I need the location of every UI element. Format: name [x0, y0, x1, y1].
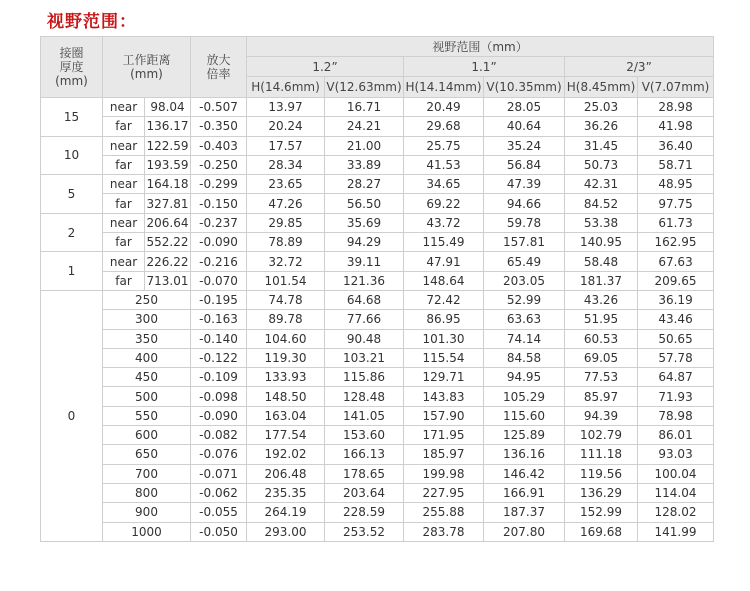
fov-value-cell: 50.73	[565, 155, 638, 174]
spacer-thickness-cell: 2	[41, 213, 103, 252]
fov-value-cell: 63.63	[484, 310, 565, 329]
fov-value-cell: 128.48	[325, 387, 404, 406]
working-distance-cell: 700	[103, 464, 191, 483]
magnification-cell: -0.216	[191, 252, 247, 271]
fov-value-cell: 35.24	[484, 136, 565, 155]
fov-value-cell: 119.56	[565, 464, 638, 483]
magnification-cell: -0.098	[191, 387, 247, 406]
fov-value-cell: 28.27	[325, 175, 404, 194]
fov-value-cell: 74.14	[484, 329, 565, 348]
working-distance-cell: 122.59	[145, 136, 191, 155]
fov-value-cell: 141.99	[638, 522, 714, 541]
fov-value-cell: 39.11	[325, 252, 404, 271]
fov-value-cell: 94.66	[484, 194, 565, 213]
magnification-cell: -0.090	[191, 406, 247, 425]
table-body	[41, 98, 714, 542]
fov-value-cell: 60.53	[565, 329, 638, 348]
sensor-header-1-2: 1.2”	[247, 57, 404, 77]
fov-value-cell: 100.04	[638, 464, 714, 483]
table-row	[41, 136, 714, 155]
fov-value-cell: 228.59	[325, 503, 404, 522]
fov-value-cell: 199.98	[404, 464, 484, 483]
table-row	[41, 213, 714, 232]
table-row	[41, 98, 714, 117]
fov-value-cell: 166.13	[325, 445, 404, 464]
table-row	[41, 329, 714, 348]
fov-value-cell: 253.52	[325, 522, 404, 541]
table-row	[41, 175, 714, 194]
magnification-cell: -0.237	[191, 213, 247, 232]
fov-value-cell: 89.78	[247, 310, 325, 329]
magnification-cell: -0.076	[191, 445, 247, 464]
magnification-cell: -0.350	[191, 117, 247, 136]
magnification-cell: -0.070	[191, 271, 247, 290]
fov-value-cell: 36.19	[638, 290, 714, 309]
fov-value-cell: 51.95	[565, 310, 638, 329]
near-far-label: near	[103, 175, 145, 194]
magnification-cell: -0.140	[191, 329, 247, 348]
axis-header: V(10.35mm)	[484, 77, 565, 98]
magnification-cell: -0.299	[191, 175, 247, 194]
fov-value-cell: 20.24	[247, 117, 325, 136]
magnification-header: 放大 倍率	[191, 37, 247, 98]
fov-value-cell: 13.97	[247, 98, 325, 117]
fov-value-cell: 84.52	[565, 194, 638, 213]
fov-value-cell: 25.75	[404, 136, 484, 155]
fov-value-cell: 187.37	[484, 503, 565, 522]
fov-value-cell: 47.91	[404, 252, 484, 271]
fov-value-cell: 102.79	[565, 426, 638, 445]
working-distance-cell: 450	[103, 368, 191, 387]
fov-value-cell: 48.95	[638, 175, 714, 194]
fov-value-cell: 43.46	[638, 310, 714, 329]
table-row	[41, 503, 714, 522]
magnification-cell: -0.062	[191, 483, 247, 502]
fov-value-cell: 111.18	[565, 445, 638, 464]
magnification-cell: -0.507	[191, 98, 247, 117]
fov-value-cell: 78.89	[247, 233, 325, 252]
fov-value-cell: 141.05	[325, 406, 404, 425]
spacer-thickness-cell: 0	[41, 290, 103, 541]
fov-value-cell: 23.65	[247, 175, 325, 194]
near-far-label: far	[103, 233, 145, 252]
fov-value-cell: 58.48	[565, 252, 638, 271]
working-distance-cell: 600	[103, 426, 191, 445]
fov-value-cell: 94.95	[484, 368, 565, 387]
fov-value-cell: 206.48	[247, 464, 325, 483]
fov-value-cell: 72.42	[404, 290, 484, 309]
fov-value-cell: 29.68	[404, 117, 484, 136]
fov-value-cell: 16.71	[325, 98, 404, 117]
fov-value-cell: 255.88	[404, 503, 484, 522]
working-distance-cell: 136.17	[145, 117, 191, 136]
working-distance-cell: 250	[103, 290, 191, 309]
fov-value-cell: 101.30	[404, 329, 484, 348]
fov-value-cell: 93.03	[638, 445, 714, 464]
fov-value-cell: 146.42	[484, 464, 565, 483]
fov-value-cell: 114.04	[638, 483, 714, 502]
table-row	[41, 252, 714, 271]
fov-value-cell: 69.22	[404, 194, 484, 213]
fov-value-cell: 128.02	[638, 503, 714, 522]
fov-value-cell: 24.21	[325, 117, 404, 136]
fov-value-cell: 47.39	[484, 175, 565, 194]
fov-value-cell: 227.95	[404, 483, 484, 502]
fov-value-cell: 17.57	[247, 136, 325, 155]
magnification-cell: -0.163	[191, 310, 247, 329]
table-row	[41, 310, 714, 329]
fov-value-cell: 152.99	[565, 503, 638, 522]
fov-value-cell: 283.78	[404, 522, 484, 541]
fov-value-cell: 43.26	[565, 290, 638, 309]
fov-value-cell: 41.53	[404, 155, 484, 174]
near-far-label: far	[103, 194, 145, 213]
fov-value-cell: 35.69	[325, 213, 404, 232]
fov-value-cell: 50.65	[638, 329, 714, 348]
working-distance-cell: 193.59	[145, 155, 191, 174]
working-distance-cell: 164.18	[145, 175, 191, 194]
working-distance-cell: 800	[103, 483, 191, 502]
working-distance-cell: 327.81	[145, 194, 191, 213]
working-distance-cell: 552.22	[145, 233, 191, 252]
fov-value-cell: 104.60	[247, 329, 325, 348]
field-of-view-header: 视野范围（mm）	[247, 37, 714, 57]
fov-value-cell: 129.71	[404, 368, 484, 387]
fov-value-cell: 125.89	[484, 426, 565, 445]
axis-header: H(14.14mm)	[404, 77, 484, 98]
sensor-header-1-1: 1.1”	[404, 57, 565, 77]
fov-value-cell: 162.95	[638, 233, 714, 252]
magnification-cell: -0.090	[191, 233, 247, 252]
fov-value-cell: 77.53	[565, 368, 638, 387]
fov-value-cell: 86.95	[404, 310, 484, 329]
fov-value-cell: 67.63	[638, 252, 714, 271]
fov-value-cell: 209.65	[638, 271, 714, 290]
working-distance-cell: 550	[103, 406, 191, 425]
working-distance-cell: 98.04	[145, 98, 191, 117]
fov-value-cell: 157.81	[484, 233, 565, 252]
spacer-thickness-header: 接圈 厚度 (mm)	[41, 37, 103, 98]
magnification-cell: -0.055	[191, 503, 247, 522]
table-row	[41, 155, 714, 174]
spacer-thickness-cell: 10	[41, 136, 103, 175]
magnification-cell: -0.195	[191, 290, 247, 309]
fov-value-cell: 78.98	[638, 406, 714, 425]
fov-value-cell: 143.83	[404, 387, 484, 406]
fov-value-cell: 115.49	[404, 233, 484, 252]
sensor-header-2-3: 2/3”	[565, 57, 714, 77]
fov-value-cell: 28.34	[247, 155, 325, 174]
fov-value-cell: 105.29	[484, 387, 565, 406]
fov-value-cell: 157.90	[404, 406, 484, 425]
spacer-thickness-cell: 1	[41, 252, 103, 291]
fov-value-cell: 61.73	[638, 213, 714, 232]
working-distance-cell: 500	[103, 387, 191, 406]
fov-value-cell: 166.91	[484, 483, 565, 502]
magnification-cell: -0.250	[191, 155, 247, 174]
working-distance-cell: 650	[103, 445, 191, 464]
table-row	[41, 387, 714, 406]
axis-header: H(14.6mm)	[247, 77, 325, 98]
working-distance-cell: 300	[103, 310, 191, 329]
fov-value-cell: 85.97	[565, 387, 638, 406]
fov-value-cell: 59.78	[484, 213, 565, 232]
magnification-cell: -0.071	[191, 464, 247, 483]
fov-value-cell: 148.64	[404, 271, 484, 290]
fov-value-cell: 171.95	[404, 426, 484, 445]
fov-value-cell: 235.35	[247, 483, 325, 502]
fov-value-cell: 84.58	[484, 348, 565, 367]
fov-value-cell: 28.05	[484, 98, 565, 117]
fov-value-cell: 41.98	[638, 117, 714, 136]
fov-value-cell: 64.87	[638, 368, 714, 387]
fov-value-cell: 56.50	[325, 194, 404, 213]
fov-value-cell: 192.02	[247, 445, 325, 464]
fov-value-cell: 115.54	[404, 348, 484, 367]
magnification-cell: -0.050	[191, 522, 247, 541]
fov-value-cell: 33.89	[325, 155, 404, 174]
table-row	[41, 271, 714, 290]
table-row	[41, 233, 714, 252]
fov-value-cell: 86.01	[638, 426, 714, 445]
fov-value-cell: 56.84	[484, 155, 565, 174]
fov-value-cell: 65.49	[484, 252, 565, 271]
fov-value-cell: 34.65	[404, 175, 484, 194]
fov-value-cell: 203.05	[484, 271, 565, 290]
fov-value-cell: 29.85	[247, 213, 325, 232]
fov-value-cell: 43.72	[404, 213, 484, 232]
working-distance-cell: 400	[103, 348, 191, 367]
fov-value-cell: 36.40	[638, 136, 714, 155]
working-distance-cell: 206.64	[145, 213, 191, 232]
working-distance-cell: 350	[103, 329, 191, 348]
spacer-thickness-cell: 15	[41, 98, 103, 137]
fov-value-cell: 77.66	[325, 310, 404, 329]
table-row	[41, 426, 714, 445]
table-row	[41, 194, 714, 213]
fov-value-cell: 74.78	[247, 290, 325, 309]
fov-value-cell: 203.64	[325, 483, 404, 502]
fov-value-cell: 293.00	[247, 522, 325, 541]
fov-value-cell: 115.60	[484, 406, 565, 425]
field-of-view-table	[40, 36, 714, 542]
fov-value-cell: 36.26	[565, 117, 638, 136]
fov-value-cell: 136.29	[565, 483, 638, 502]
fov-value-cell: 32.72	[247, 252, 325, 271]
fov-value-cell: 103.21	[325, 348, 404, 367]
table-row	[41, 348, 714, 367]
table-row	[41, 522, 714, 541]
fov-value-cell: 69.05	[565, 348, 638, 367]
table-row	[41, 445, 714, 464]
spacer-thickness-cell: 5	[41, 175, 103, 214]
fov-value-cell: 177.54	[247, 426, 325, 445]
near-far-label: near	[103, 252, 145, 271]
fov-value-cell: 101.54	[247, 271, 325, 290]
table-row	[41, 406, 714, 425]
near-far-label: far	[103, 271, 145, 290]
working-distance-cell: 900	[103, 503, 191, 522]
fov-value-cell: 119.30	[247, 348, 325, 367]
magnification-cell: -0.150	[191, 194, 247, 213]
fov-value-cell: 47.26	[247, 194, 325, 213]
fov-value-cell: 58.71	[638, 155, 714, 174]
table-row	[41, 483, 714, 502]
fov-value-cell: 207.80	[484, 522, 565, 541]
fov-value-cell: 153.60	[325, 426, 404, 445]
working-distance-header: 工作距离 (mm)	[103, 37, 191, 98]
fov-value-cell: 21.00	[325, 136, 404, 155]
near-far-label: near	[103, 136, 145, 155]
magnification-cell: -0.403	[191, 136, 247, 155]
working-distance-cell: 226.22	[145, 252, 191, 271]
fov-value-cell: 169.68	[565, 522, 638, 541]
fov-value-cell: 181.37	[565, 271, 638, 290]
fov-value-cell: 115.86	[325, 368, 404, 387]
fov-value-cell: 20.49	[404, 98, 484, 117]
table-row	[41, 464, 714, 483]
fov-value-cell: 90.48	[325, 329, 404, 348]
fov-value-cell: 163.04	[247, 406, 325, 425]
near-far-label: near	[103, 213, 145, 232]
fov-value-cell: 178.65	[325, 464, 404, 483]
fov-value-cell: 57.78	[638, 348, 714, 367]
fov-value-cell: 97.75	[638, 194, 714, 213]
page-title: 视野范围：	[47, 12, 137, 32]
fov-value-cell: 64.68	[325, 290, 404, 309]
fov-value-cell: 121.36	[325, 271, 404, 290]
fov-value-cell: 71.93	[638, 387, 714, 406]
near-far-label: far	[103, 117, 145, 136]
working-distance-cell: 713.01	[145, 271, 191, 290]
fov-value-cell: 140.95	[565, 233, 638, 252]
fov-value-cell: 264.19	[247, 503, 325, 522]
fov-value-cell: 40.64	[484, 117, 565, 136]
working-distance-cell: 1000	[103, 522, 191, 541]
near-far-label: far	[103, 155, 145, 174]
fov-value-cell: 133.93	[247, 368, 325, 387]
fov-value-cell: 53.38	[565, 213, 638, 232]
magnification-cell: -0.082	[191, 426, 247, 445]
fov-value-cell: 94.29	[325, 233, 404, 252]
axis-header: H(8.45mm)	[565, 77, 638, 98]
magnification-cell: -0.109	[191, 368, 247, 387]
fov-value-cell: 136.16	[484, 445, 565, 464]
table-row	[41, 368, 714, 387]
table-header	[41, 37, 714, 98]
axis-header: V(7.07mm)	[638, 77, 714, 98]
fov-value-cell: 52.99	[484, 290, 565, 309]
axis-header: V(12.63mm)	[325, 77, 404, 98]
fov-value-cell: 31.45	[565, 136, 638, 155]
fov-value-cell: 28.98	[638, 98, 714, 117]
near-far-label: near	[103, 98, 145, 117]
fov-value-cell: 42.31	[565, 175, 638, 194]
fov-value-cell: 25.03	[565, 98, 638, 117]
fov-value-cell: 148.50	[247, 387, 325, 406]
fov-value-cell: 94.39	[565, 406, 638, 425]
magnification-cell: -0.122	[191, 348, 247, 367]
table-row	[41, 117, 714, 136]
table-row	[41, 290, 714, 309]
fov-value-cell: 185.97	[404, 445, 484, 464]
